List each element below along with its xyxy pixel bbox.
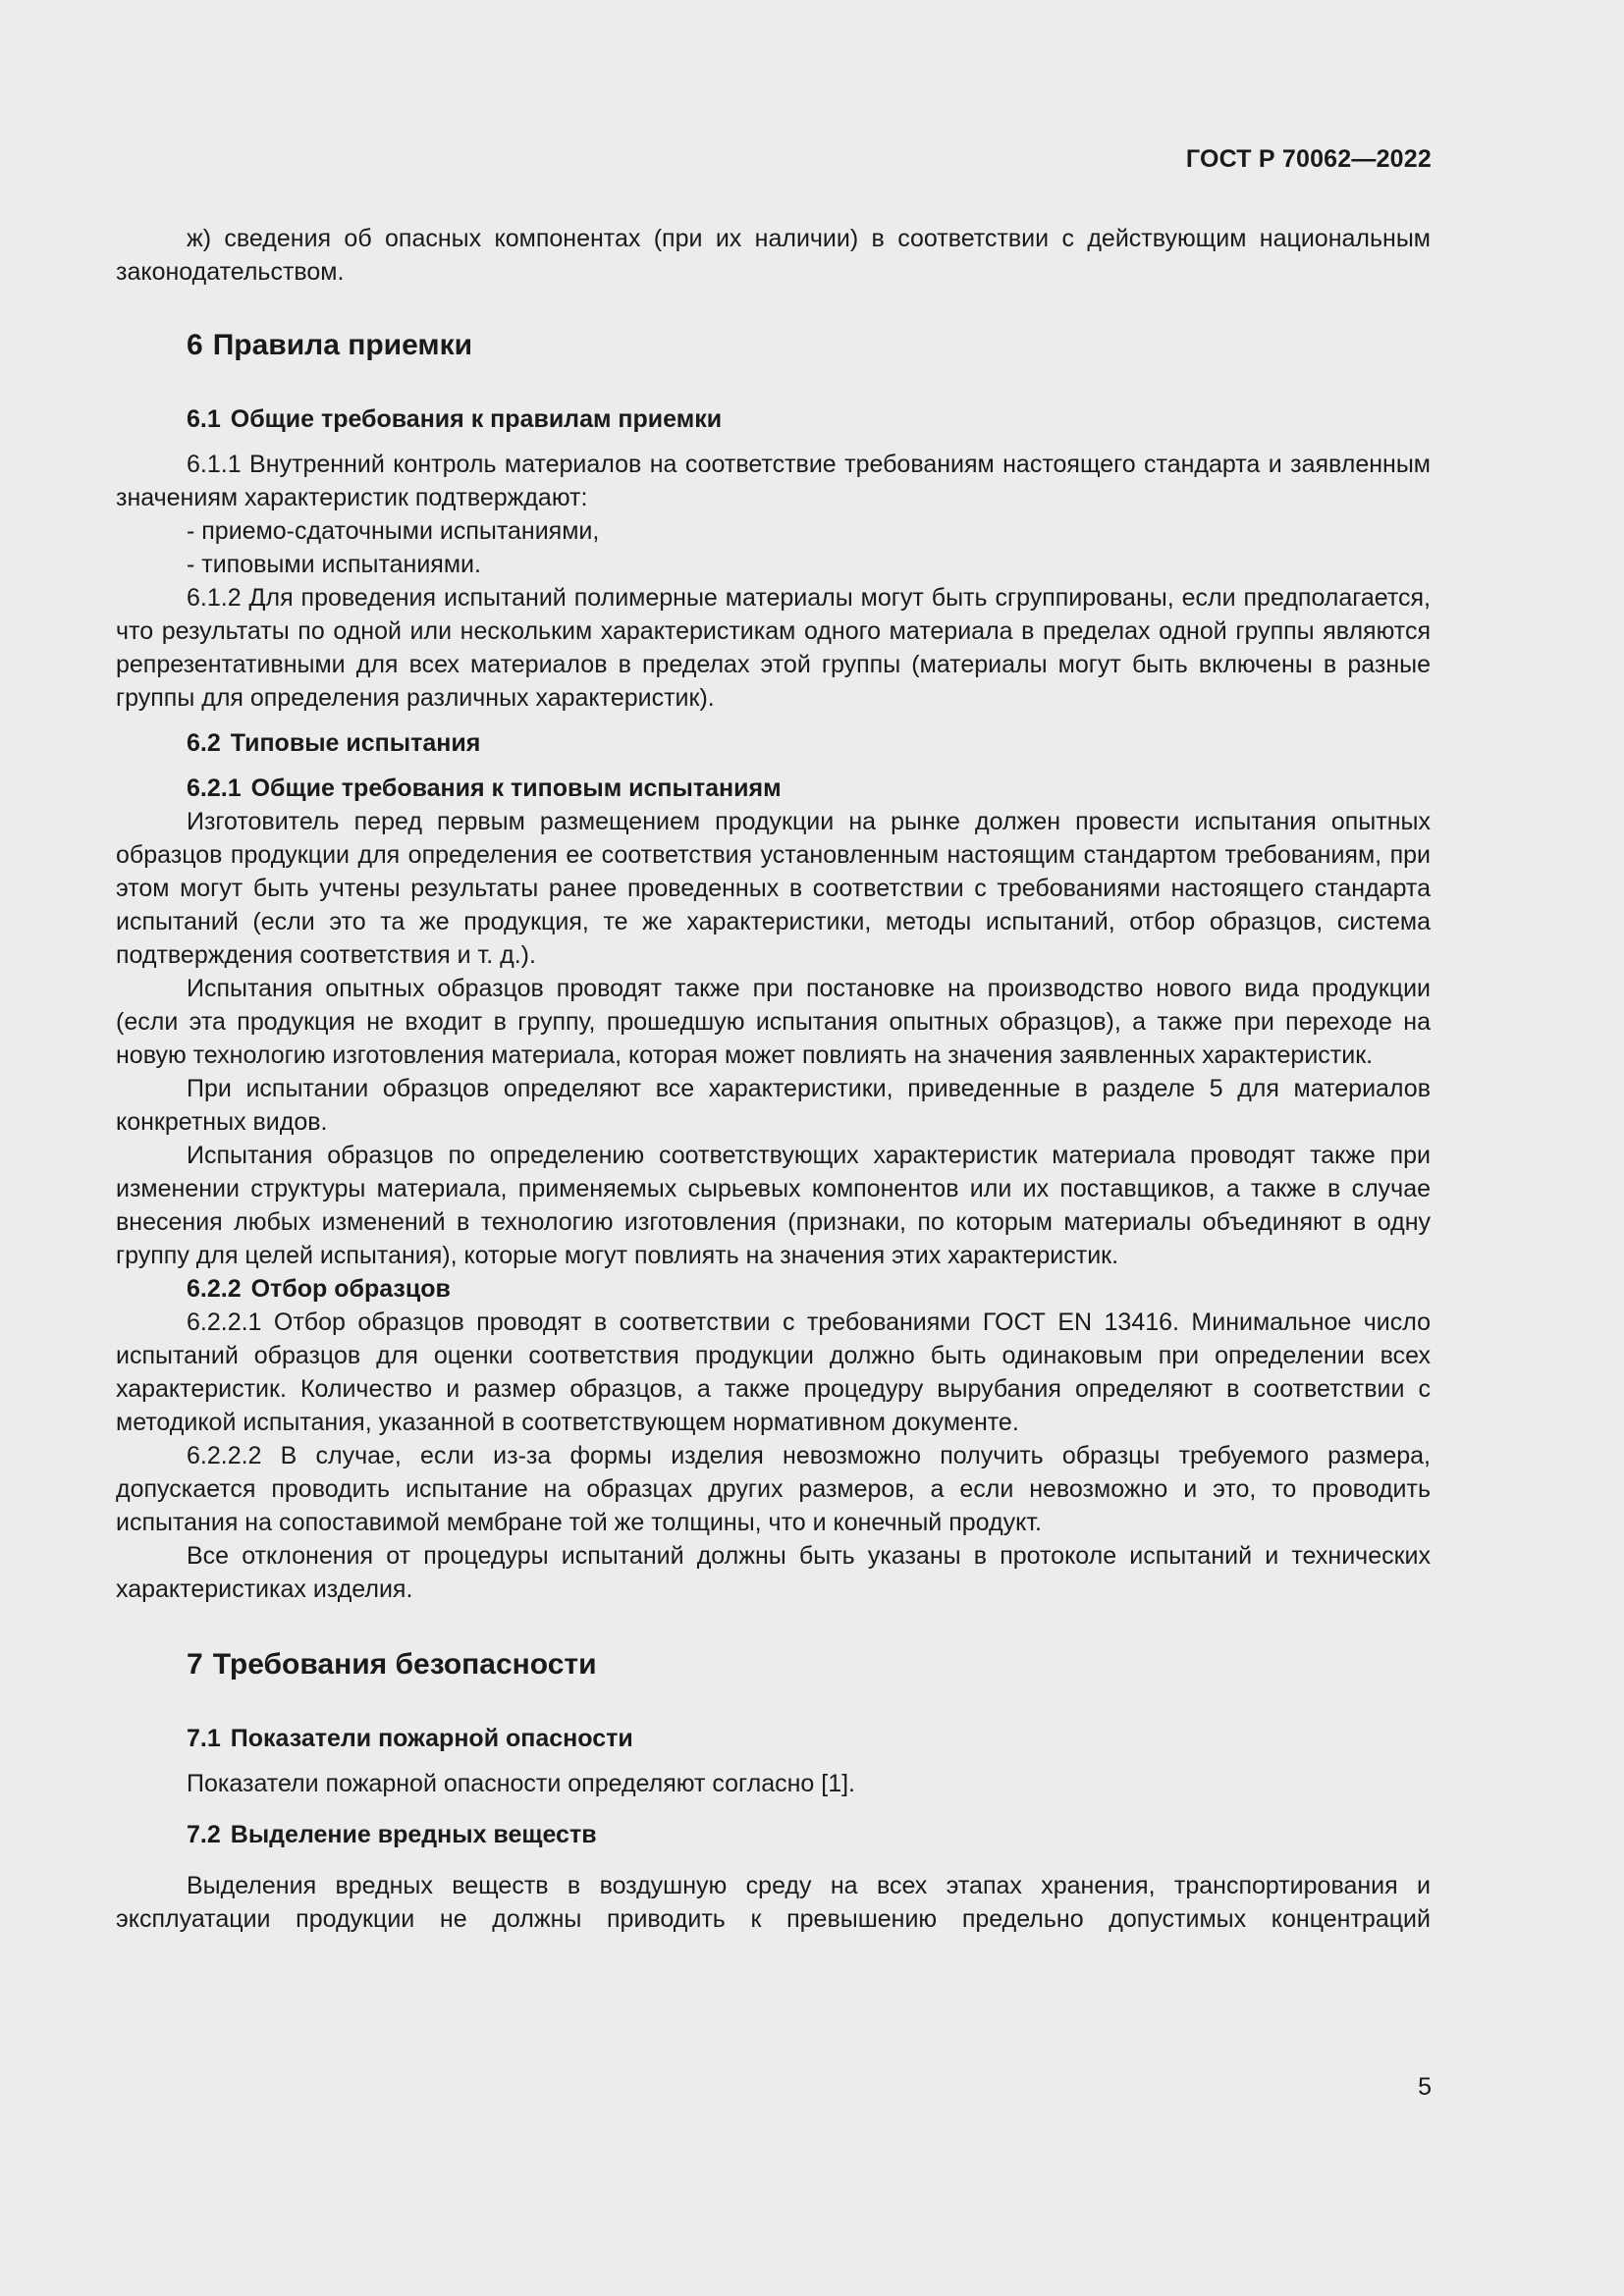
subsection-title: Общие требования к типовым испытаниям (250, 774, 782, 802)
paragraph: 6.2.2.2 В случае, если из-за формы изделия невозможно получить образцы требуемого размера, допускается проводить испытание на образцах других размеров, а если невозможно и это, то проводить испытания на сопоставимой мембране той же толщины, что и конечный продукт. (116, 1442, 1431, 1536)
subsection-6-2-1-heading (116, 772, 1431, 805)
page-content (116, 222, 1431, 1936)
subsection-6-2-heading (116, 726, 1431, 760)
paragraph: Испытания опытных образцов проводят также при постановке на производство нового вида продукции (если эта продукция не входит в группу, прошедшую испытания опытных образцов), а также при переходе на новую технологию изготовления материала, которая может повлиять на значения заявленных характеристик. (116, 975, 1431, 1069)
list-item: - приемо-сдаточными испытаниями, (187, 517, 600, 545)
subsection-7-1-heading (116, 1722, 1431, 1755)
subsection-7-2-heading (116, 1818, 1431, 1851)
paragraph: 6.2.2.1 Отбор образцов проводят в соответствии с требованиями ГОСТ EN 13416. Минимальное число испытаний образцов для оценки соответствия продукции должно быть одинаковым при определении всех характеристик. Количество и размер образцов, а также процедуру вырубания определяют в соответствии с методикой испытания, указанной в соответствующем нормативном документе. (116, 1308, 1431, 1436)
list-item: - типовыми испытаниями. (187, 551, 481, 578)
section-title: Правила приемки (212, 329, 473, 361)
subsection-6-1-heading (116, 402, 1431, 436)
paragraph: Все отклонения от процедуры испытаний должны быть указаны в протоколе испытаний и технических характеристиках изделия. (116, 1542, 1431, 1603)
section-7-heading (116, 1645, 1431, 1684)
subsection-title: Показатели пожарной опасности (230, 1725, 633, 1752)
subsection-number: 7.1 (187, 1725, 221, 1752)
section-number: 7 (187, 1648, 203, 1681)
paragraph-7-1: Показатели пожарной опасности определяют согласно [1]. (187, 1770, 855, 1797)
subsection-number: 6.1 (187, 405, 221, 433)
subsection-title: Общие требования к правилам приемки (230, 405, 723, 433)
paragraph-6-1-2: 6.1.2 Для проведения испытаний полимерные материалы могут быть сгруппированы, если предполагается, что результаты по одной или нескольким характеристикам одного материала в пределах одной группы являются репрезентативными для всех материалов в пределах этой группы (материалы могут быть включены в разные группы для определения различных характеристик). (116, 584, 1431, 712)
section-6-heading (116, 326, 1431, 365)
section-number: 6 (187, 329, 203, 361)
subsection-number: 6.2.1 (187, 774, 242, 802)
subsection-number: 6.2.2 (187, 1275, 242, 1303)
subsection-title: Типовые испытания (230, 729, 481, 757)
subsection-number: 6.2 (187, 729, 221, 757)
subsection-title: Отбор образцов (250, 1275, 451, 1303)
subsection-title: Выделение вредных веществ (230, 1821, 597, 1848)
paragraph: Изготовитель перед первым размещением продукции на рынке должен провести испытания опытных образцов продукции для определения ее соответствия установленным настоящим стандартом требованиям, при этом могут быть учтены результаты ранее проведенных в соответствии с требованиями настоящего стандарта испытаний (если это та же продукция, те же характеристики, методы испытаний, отбор образцов, система подтверждения соответствия и т. д.). (116, 808, 1431, 969)
list-item-zh: ж) сведения об опасных компонентах (при их наличии) в соответствии с действующим национальным законодательством. (116, 225, 1431, 286)
section-title: Требования безопасности (212, 1648, 597, 1681)
subsection-6-2-2-heading (116, 1272, 1431, 1306)
paragraph-6-1-1: 6.1.1 Внутренний контроль материалов на соответствие требованиям настоящего стандарта и заявленным значениям характеристик подтверждают: (116, 451, 1431, 511)
paragraph-7-2: Выделения вредных веществ в воздушную среду на всех этапах хранения, транспортирования и эксплуатации продукции не должны приводить к превышению предельно допустимых концентраций (116, 1872, 1431, 1933)
document-id: ГОСТ Р 70062—2022 (1185, 145, 1432, 173)
paragraph: При испытании образцов определяют все характеристики, приведенные в разделе 5 для материалов конкретных видов. (116, 1075, 1431, 1136)
subsection-number: 7.2 (187, 1821, 221, 1848)
page-number: 5 (1418, 2073, 1432, 2101)
paragraph: Испытания образцов по определению соответствующих характеристик материала проводят также при изменении структуры материала, применяемых сырьевых компонентов или их поставщиков, а также в случае внесения любых изменений в технологию изготовления (признаки, по которым материалы объединяют в одну группу для целей испытания), которые могут повлиять на значения этих характеристик. (116, 1142, 1431, 1269)
